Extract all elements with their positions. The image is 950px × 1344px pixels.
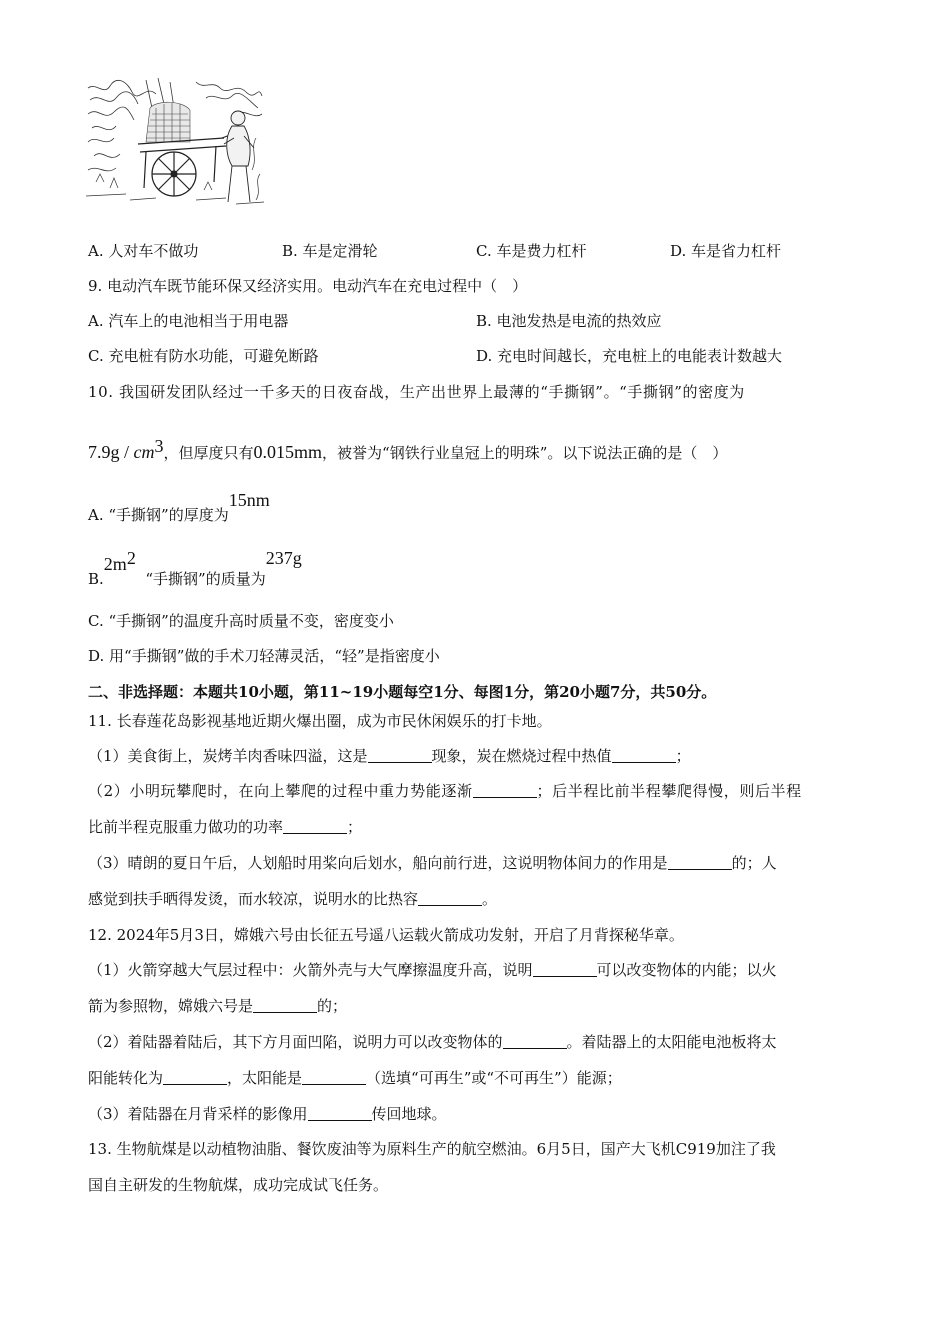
q11-part1-text-b: 现象，炭在燃烧过程中热值 — [431, 747, 612, 765]
wheelbarrow-engraving-image — [86, 78, 264, 206]
answer-blank[interactable] — [503, 1034, 567, 1049]
q9-option-a: A. 汽车上的电池相当于用电器 — [88, 312, 289, 330]
q12-part2-text-a: （2）着陆器着陆后，其下方月面凹陷，说明力可以改变物体的 — [88, 1033, 503, 1051]
q11-stem: 11. 长春莲花岛影视基地近期火爆出圈，成为市民休闲娱乐的打卡地。 — [88, 712, 552, 730]
density-number: 7.9g — [88, 442, 120, 462]
q11-part2-text-d: ； — [347, 818, 363, 836]
q11-part3-text-d: 。 — [482, 890, 498, 908]
q10-option-a-value: 15nm — [228, 490, 270, 510]
answer-blank[interactable] — [163, 1070, 227, 1085]
answer-blank[interactable] — [418, 891, 482, 906]
q12-part1-text-a: （1）火箭穿越大气层过程中：火箭外壳与大气摩擦温度升高，说明 — [88, 961, 533, 979]
section-2-heading: 二、非选择题：本题共10小题，第11~19小题每空1分、每图1分，第20小题7分，共50分。 — [88, 683, 717, 701]
q12-part2-text-d: ，太阳能是 — [227, 1069, 303, 1087]
q10-stem-line2 — [88, 436, 727, 463]
q11-part2-line2 — [88, 817, 362, 837]
q12-part1-text-d: 的； — [317, 997, 348, 1015]
q12-part1-line2 — [88, 996, 347, 1016]
q11-part3-line2 — [88, 889, 497, 909]
q10-option-b-label: B. — [88, 570, 104, 588]
q12-part3-text-a: （3）着陆器在月背采样的影像用 — [88, 1105, 308, 1123]
answer-blank[interactable] — [533, 962, 597, 977]
q10-option-a — [88, 490, 270, 525]
q13-line2: 国自主研发的生物航煤，成功完成试飞任务。 — [88, 1176, 389, 1194]
q11-part1 — [88, 746, 691, 766]
q11-part2-line1 — [88, 781, 802, 801]
density-exponent: 3 — [154, 436, 164, 456]
q13-line1: 13. 生物航煤是以动植物油脂、餐饮废油等为原料生产的航空燃油。6月5日，国产大飞机C919加注了我 — [88, 1140, 776, 1158]
answer-blank[interactable] — [668, 855, 732, 870]
q12-part3 — [88, 1104, 447, 1124]
q12-stem: 12. 2024年5月3日，嫦娥六号由长征五号遥八运载火箭成功发射，开启了月背探秘华章。 — [88, 926, 684, 944]
q8-option-c: C. 车是费力杠杆 — [476, 242, 587, 260]
q12-part2-text-c: 阳能转化为 — [88, 1069, 164, 1087]
q11-part3-text-b: 的；人 — [731, 854, 777, 872]
q10-stem-text-a: ，但厚度只有 — [163, 444, 254, 462]
answer-blank[interactable] — [253, 998, 317, 1013]
q10-option-b-area: 2m — [103, 554, 127, 574]
q10-option-b-value: 237g — [265, 548, 302, 568]
q12-part2-text-e: （选填“可再生”或“不可再生”）能源； — [366, 1069, 622, 1087]
q9-option-c: C. 充电桩有防水功能，可避免断路 — [88, 347, 319, 365]
q9-option-d: D. 充电时间越长，充电桩上的电能表计数越大 — [476, 347, 783, 365]
q11-part3-text-a: （3）晴朗的夏日午后，人划船时用桨向后划水，船向前行进，这说明物体间力的作用是 — [88, 854, 668, 872]
answer-blank[interactable] — [368, 748, 432, 763]
q12-part2-line2 — [88, 1068, 622, 1088]
q9-stem: 9. 电动汽车既节能环保又经济实用。电动汽车在充电过程中（ ） — [88, 277, 528, 295]
q10-option-b — [88, 548, 302, 589]
q8-option-a: A. 人对车不做功 — [88, 242, 199, 260]
q10-stem-text-b: ，被誉为“钢铁行业皇冠上的明珠”。以下说法正确的是（ ） — [322, 444, 728, 462]
q10-stem-line1: 10. 我国研发团队经过一千多天的日夜奋战，生产出世界上最薄的“手撕钢”。“手撕钢”的密度为 — [88, 383, 745, 401]
q10-option-a-text: A. “手撕钢”的厚度为 — [88, 506, 229, 524]
q9-option-b: B. 电池发热是电流的热效应 — [476, 312, 662, 330]
q11-part3-text-c: 感觉到扶手晒得发烫，而水较凉，说明水的比热容 — [88, 890, 419, 908]
density-slash: / — [119, 442, 134, 462]
q12-part3-text-b: 传回地球。 — [371, 1105, 447, 1123]
q11-part2-text-b: ；后半程比前半程攀爬得慢，则后半程 — [536, 782, 802, 800]
q11-part2-text-a: （2）小明玩攀爬时，在向上攀爬的过程中重力势能逐渐 — [88, 782, 473, 800]
density-unit: cm — [133, 442, 155, 462]
q12-part2-line1 — [88, 1032, 777, 1052]
answer-blank[interactable] — [283, 819, 347, 834]
q10-option-c: C. “手撕钢”的温度升高时质量不变，密度变小 — [88, 612, 394, 630]
q10-option-b-text: “手撕钢”的质量为 — [145, 570, 266, 588]
q10-option-d: D. 用“手撕钢”做的手术刀轻薄灵活，“轻”是指密度小 — [88, 647, 440, 665]
answer-blank[interactable] — [612, 748, 676, 763]
q11-part2-text-c: 比前半程克服重力做功的功率 — [88, 818, 284, 836]
thickness-value: 0.015mm — [253, 442, 323, 462]
answer-blank[interactable] — [473, 783, 537, 798]
q12-part2-text-b: 。着陆器上的太阳能电池板将太 — [566, 1033, 777, 1051]
q11-part1-text-c: ； — [675, 747, 691, 765]
q11-part3-line1 — [88, 853, 777, 873]
q12-part1-line1 — [88, 960, 777, 980]
answer-blank[interactable] — [308, 1106, 372, 1121]
q12-part1-text-c: 箭为参照物，嫦娥六号是 — [88, 997, 254, 1015]
answer-blank[interactable] — [302, 1070, 366, 1085]
q11-part1-text-a: （1）美食街上，炭烤羊肉香味四溢，这是 — [88, 747, 368, 765]
q8-option-b: B. 车是定滑轮 — [282, 242, 378, 260]
q8-option-d: D. 车是省力杠杆 — [670, 242, 782, 260]
q12-part1-text-b: 可以改变物体的内能；以火 — [596, 961, 777, 979]
q10-option-b-exponent: 2 — [126, 548, 136, 568]
